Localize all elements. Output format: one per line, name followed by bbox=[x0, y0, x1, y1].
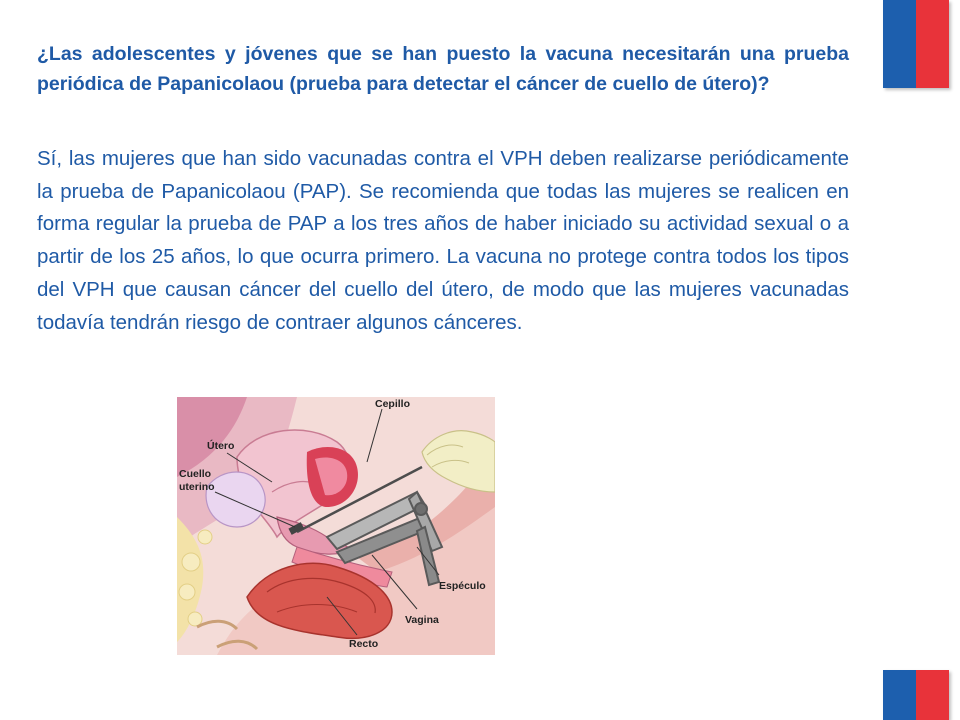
question-heading: ¿Las adolescentes y jóvenes que se han puesto la vacuna necesitarán una prueba periódica de Papanicolaou (prueba para detectar el cáncer de cuello de útero)? bbox=[37, 43, 849, 95]
flag-decoration-bottom bbox=[883, 670, 949, 720]
flag-blue-stripe bbox=[883, 0, 916, 88]
flag-red-stripe bbox=[916, 670, 949, 720]
label-vagina: Vagina bbox=[405, 614, 439, 626]
flag-red-stripe bbox=[916, 0, 949, 88]
label-especulo: Espéculo bbox=[439, 580, 486, 592]
label-cuello-line1: Cuello bbox=[179, 468, 212, 480]
label-cepillo: Cepillo bbox=[375, 398, 411, 410]
answer-paragraph: Sí, las mujeres que han sido vacunadas contra el VPH deben realizarse periódicamente la prueba de Papanicolaou (PAP). Se recomienda que todas las mujeres se realicen en forma regular la prueba de PAP a los tres años de haber iniciado su actividad sexual o a partir de los 25 años, lo que ocurra primero. La vacuna no protege contra todos los tipos del VPH que causan cáncer del cuello del útero, de modo que las mujeres vacunadas todavía tendrán riesgo de contraer algunos cánceres. bbox=[37, 147, 849, 334]
label-utero: Útero bbox=[207, 440, 235, 452]
flag-decoration-top bbox=[883, 0, 949, 88]
label-recto: Recto bbox=[349, 638, 379, 650]
label-cuello-line2: uterino bbox=[179, 481, 215, 493]
flag-blue-stripe bbox=[883, 670, 916, 720]
pap-test-illustration bbox=[177, 397, 495, 655]
